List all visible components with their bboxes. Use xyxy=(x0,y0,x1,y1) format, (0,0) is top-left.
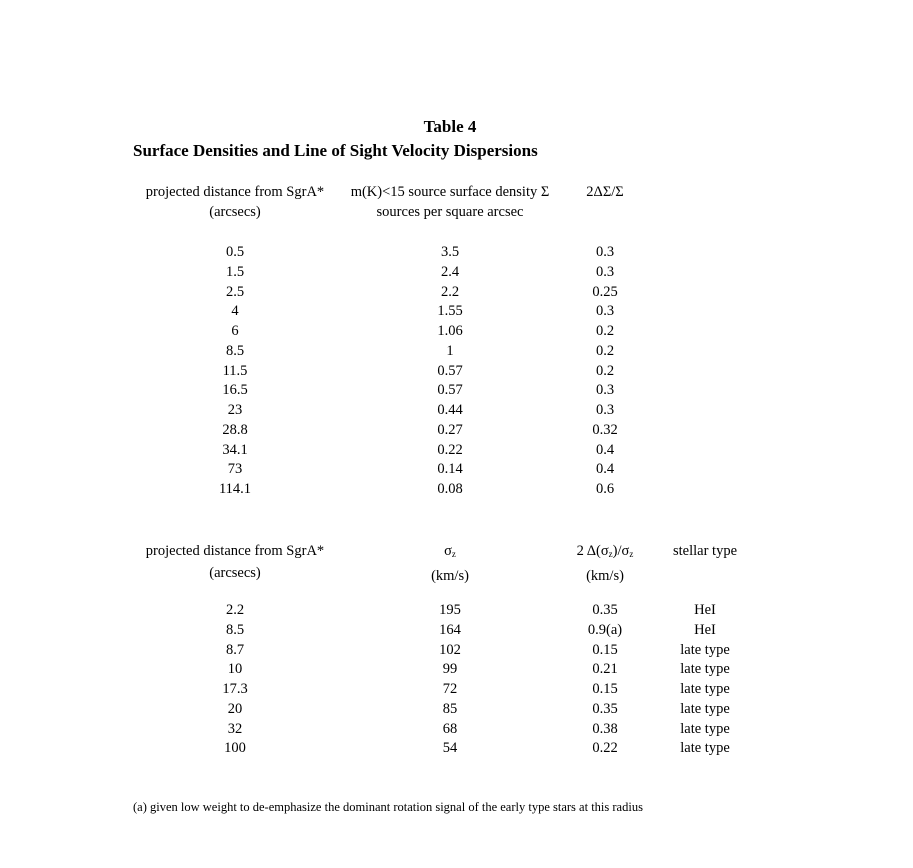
table1-cell: 34.1 xyxy=(222,441,248,458)
table1-cell: 3.5 xyxy=(440,244,460,260)
table2-cell: 85 xyxy=(442,700,458,717)
table2-cell: late type xyxy=(680,700,730,717)
table1-cell: 4 xyxy=(231,303,239,320)
table2-cell: 0.15 xyxy=(592,641,618,658)
table1-cell: 0.44 xyxy=(437,402,463,418)
table1-cell: 0.3 xyxy=(595,244,615,260)
t1-header-density xyxy=(330,182,570,222)
table1-cell: 114.1 xyxy=(218,481,252,497)
table1-cell: 0.14 xyxy=(437,461,463,478)
table2-cell: 8.7 xyxy=(225,641,245,658)
t2-header-stellar-type-line1: stellar type xyxy=(672,543,738,559)
t1-header-density-line1: m(K)<15 source surface density Σ xyxy=(350,184,550,200)
table2-cell: 20 xyxy=(227,700,243,717)
table2-cell: 2.2 xyxy=(225,602,245,618)
table1-cell: 0.57 xyxy=(437,382,463,399)
table2-cell: 0.22 xyxy=(592,740,618,757)
sigma-error-mid: )/σ xyxy=(612,543,630,559)
table1-cell: 8.5 xyxy=(225,342,245,359)
table1-cell: 0.57 xyxy=(437,362,463,379)
table2-cell: 0.38 xyxy=(592,720,618,737)
table1-cell: 0.25 xyxy=(592,283,618,300)
table1-cell: 1.55 xyxy=(437,303,463,320)
table2-cell: 17.3 xyxy=(222,681,248,697)
table1-cell: 0.3 xyxy=(595,382,615,399)
table2-cell: 195 xyxy=(439,602,461,618)
table2-cell: late type xyxy=(680,720,730,737)
table1-cell: 1.06 xyxy=(437,323,463,339)
table2-cell: 0.9(a) xyxy=(587,621,623,638)
table1-cell: 0.3 xyxy=(595,263,615,280)
table1-cell: 16.5 xyxy=(222,382,248,399)
table2-cell: 0.35 xyxy=(592,602,618,618)
table1-cell: 0.4 xyxy=(595,461,615,478)
table2-cell: 0.21 xyxy=(592,661,618,678)
table1-cell: 0.2 xyxy=(595,323,615,339)
t2-header-distance-line2: (arcsecs) xyxy=(209,565,261,581)
table1-cell: 28.8 xyxy=(222,421,248,438)
table2-cell: late type xyxy=(680,681,730,697)
table2-cell: 0.15 xyxy=(592,681,618,697)
t1-header-distance-line2: (arcsecs) xyxy=(209,204,261,220)
table1-cell: 11.5 xyxy=(222,362,248,379)
table1-cell: 0.4 xyxy=(595,441,615,458)
table2-cell: HeI xyxy=(694,621,716,638)
table2-cell: 8.5 xyxy=(225,621,245,638)
footnote: (a) given low weight to de-emphasize the dominant rotation signal of the early type stars at this radius xyxy=(133,800,643,814)
table1-cell: 0.5 xyxy=(225,244,245,260)
table1-cell: 0.2 xyxy=(595,342,615,359)
table1-cell: 0.3 xyxy=(595,303,615,320)
table2-cell: 32 xyxy=(227,720,243,737)
table2-cell: 99 xyxy=(442,661,458,678)
sigma-error-sub2: z xyxy=(629,549,634,559)
table2-cell: HeI xyxy=(694,602,716,618)
t2-header-sigma-error xyxy=(545,540,665,587)
table1-cell: 2.4 xyxy=(440,263,460,280)
table1-cell: 2.5 xyxy=(225,283,245,300)
t2-header-sigma xyxy=(390,540,510,587)
table1-cell: 2.2 xyxy=(440,283,460,300)
t1-header-distance-line1: projected distance from SgrA* xyxy=(145,184,325,200)
table2-cell: late type xyxy=(680,661,730,678)
t1-header-distance xyxy=(125,182,345,222)
t2-header-distance-line1: projected distance from SgrA* xyxy=(145,543,325,559)
t2-header-sigma-line2: (km/s) xyxy=(431,568,469,584)
table1-cell: 0.22 xyxy=(437,441,463,458)
table1-cell: 23 xyxy=(227,402,243,418)
table1-cell: 73 xyxy=(227,461,243,478)
sigma-subscript: z xyxy=(451,549,456,559)
table1-cell: 0.6 xyxy=(595,481,615,497)
table2-cell: 72 xyxy=(442,681,458,697)
table2-cell: late type xyxy=(680,641,730,658)
t2-header-stellar-type xyxy=(650,540,760,562)
t1-header-density-line2: sources per square arcsec xyxy=(376,204,524,220)
table1-cell: 6 xyxy=(231,323,239,339)
table2-cell: 68 xyxy=(442,720,458,737)
table1-cell: 0.27 xyxy=(437,421,463,438)
table1-cell: 0.32 xyxy=(592,421,618,438)
t1-header-error-line1: 2ΔΣ/Σ xyxy=(586,184,624,200)
table1-cell: 0.08 xyxy=(437,481,463,497)
sigma-symbol: σ xyxy=(444,543,452,559)
t2-header-sigma-error-line1 xyxy=(545,540,665,565)
table2-cell: 164 xyxy=(439,621,461,638)
table1-cell: 1 xyxy=(446,342,454,359)
table-title: Table 4 xyxy=(423,117,477,136)
t2-header-sigma-error-line2: (km/s) xyxy=(586,568,624,584)
sigma-error-pre: 2 Δ(σ xyxy=(576,543,609,559)
table2-cell: 102 xyxy=(439,641,461,658)
t2-header-distance xyxy=(125,540,345,584)
table2-cell: 54 xyxy=(442,740,458,757)
table2-cell: 100 xyxy=(224,740,246,757)
t1-header-error xyxy=(565,182,645,202)
sigma-error-sub1: z xyxy=(608,549,613,559)
table2-cell: late type xyxy=(680,740,730,757)
table-subtitle: Surface Densities and Line of Sight Velocity Dispersions xyxy=(133,141,538,160)
table2-cell: 10 xyxy=(227,661,243,678)
table1-cell: 0.3 xyxy=(595,402,615,418)
table1-cell: 1.5 xyxy=(225,263,245,280)
t2-header-sigma-line1 xyxy=(390,540,510,565)
table2-cell: 0.35 xyxy=(592,700,618,717)
table1-cell: 0.2 xyxy=(595,362,615,379)
